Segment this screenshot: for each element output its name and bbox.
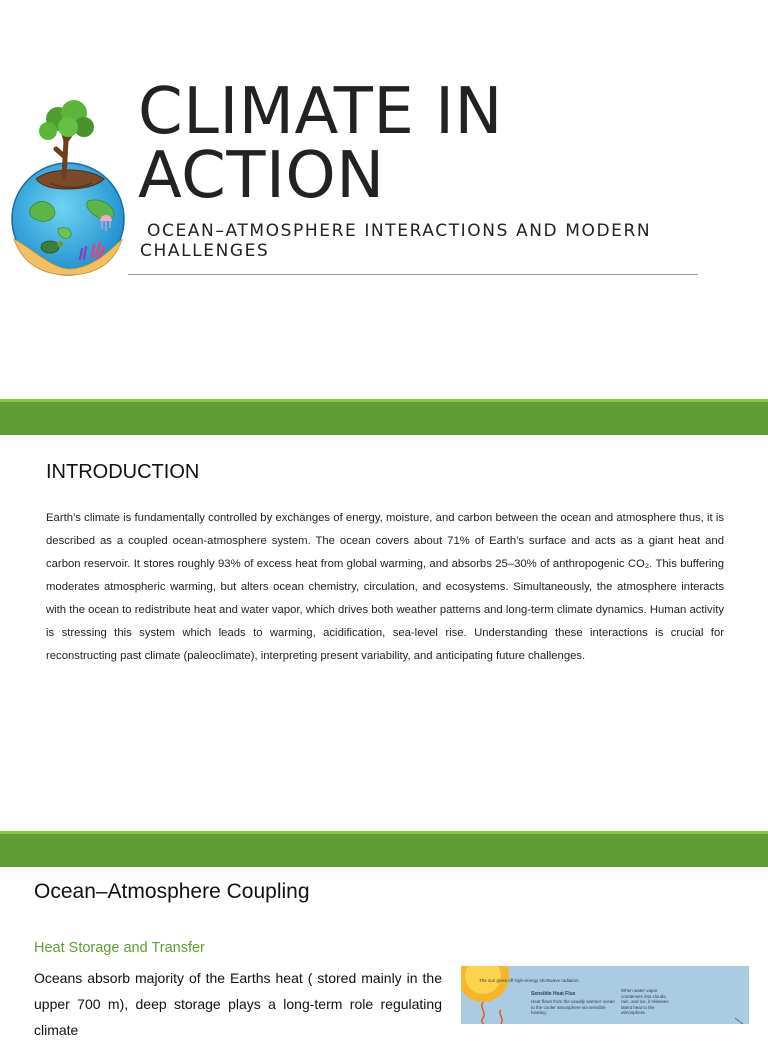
heat-flux-figure [461, 966, 749, 1024]
title-line-2: ACTION [138, 139, 385, 213]
title-line-1: CLIMATE IN [138, 75, 503, 149]
sensible-heat-title: Sensible Heat Flux [531, 991, 576, 997]
coupling-heading: Ocean–Atmosphere Coupling [34, 880, 310, 903]
title-divider [128, 274, 698, 275]
page-subtitle: OCEAN–ATMOSPHERE INTERACTIONS AND MODERN CHALLENGES [140, 221, 659, 261]
section-divider-band [0, 399, 768, 435]
heat-storage-subheading: Heat Storage and Transfer [34, 940, 205, 956]
heat-storage-paragraph: Oceans absorb majority of the Earths heat ( stored mainly in the upper 700 m), deep storage plays a long-term role regulating climate [34, 970, 442, 1038]
latent-heat-text: When water vapor condenses into clouds, rain, and ice, it releases latent heat to the atmosphere. [621, 988, 669, 1015]
globe-tree-logo [10, 97, 128, 277]
section-divider-band [0, 831, 768, 867]
introduction-heading: INTRODUCTION [46, 461, 200, 483]
sensible-heat-text: Heat flows from the usually warmer ocean to the cooler atmosphere via sensible heating. [531, 999, 615, 1015]
page-title [138, 75, 503, 213]
introduction-paragraph: Earth’s climate is fundamentally controlled by exchanges of energy, moisture, and carbon between the ocean and atmosphere thus, it is described as a coupled ocean-atmosphere system. The ocean covers about 71% of Earth’s surface and acts as a giant heat and carbon reservoir. It stores roughly 93% of excess heat from global warming, and absorbs 25–30% of anthropogenic CO₂. This buffering moderates atmospheric warming, but alters ocean chemistry, circulation, and ecosystems. Simultaneously, the atmosphere interacts with the ocean to redistribute heat and water vapor, which drives both weather patterns and long-term climate dynamics. Human activity is stressing this system which leads to warming, acidification, sea-level rise. Understanding these interactions is crucial for reconstructing past climate (paleoclimate), interpreting present variability, and anticipating future challenges. [46, 512, 724, 662]
sun-caption: The sun gives off high-energy shortwave radiation. [479, 978, 580, 983]
